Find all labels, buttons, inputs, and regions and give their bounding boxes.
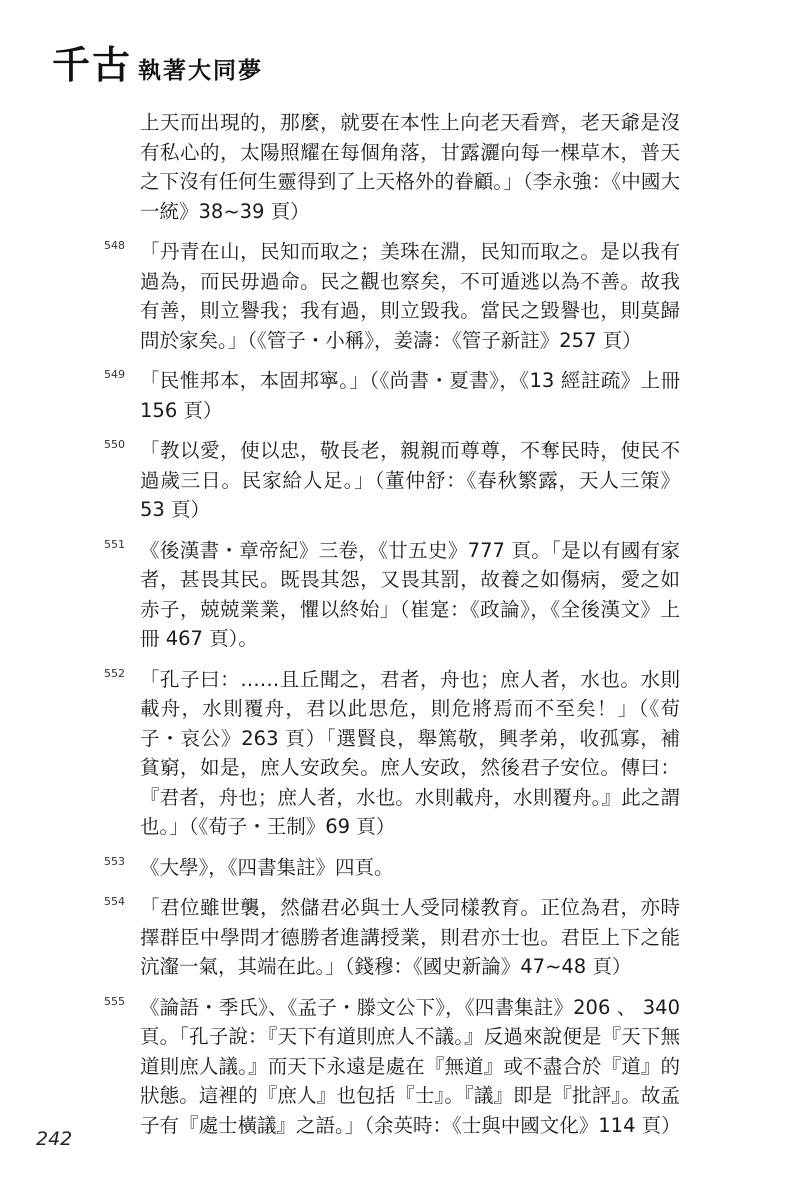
footnote-number: 554 xyxy=(104,895,125,908)
footnote xyxy=(104,993,681,1141)
footnote-continuation: 上天而出現的，那麼，就要在本性上向老天看齊，老天爺是沒有私心的，太陽照耀在每個角落，甘露灑向每一棵草木，普天之下沒有任何生靈得到了上天格外的眷顧。」（李永強：《中國大一統》38~39 頁） xyxy=(140,111,680,223)
footnote xyxy=(104,366,680,425)
footnote xyxy=(104,853,680,883)
book-title-sub: 執著大同夢 xyxy=(138,57,264,84)
footnote-number: 555 xyxy=(104,994,125,1008)
footnote-number: 551 xyxy=(104,537,125,551)
footnote-text: 「丹青在山，民知而取之；美珠在淵，民知而取之。是以我有過為，而民毋過命。民之觀也察矣，不可遁逃以為不善。故我有善，則立譽我；我有過，則立毀我。當民之毀譽也，則莫歸問於家矣。」（《管子・小稱》，姜濤：《管子新註》257 頁） xyxy=(140,240,680,352)
footnote xyxy=(104,436,680,525)
footnote xyxy=(104,893,680,982)
footnote-number: 553 xyxy=(104,854,125,868)
footnote-text: 《大學》，《四書集註》四頁。 xyxy=(140,855,394,879)
footnote-text: 「民惟邦本，本固邦寧。」（《尚書・夏書》，《13 經註疏》上冊 156 頁） xyxy=(140,369,680,422)
footnote-number: 552 xyxy=(104,666,125,680)
footnote-number: 550 xyxy=(104,438,125,451)
book-title-main: 千古 xyxy=(52,42,133,87)
footnote-text: 「孔子曰：……且丘聞之，君者，舟也；庶人者，水也。水則載舟，水則覆舟，君以此思危，則危將焉而不至矣！」（《荀子・哀公》263 頁）「選賢良，舉篤敬，興孝弟，收孤寡，補貧窮，如是，庶人安政矣。庶人安政，然後君子安位。傳曰：『君者，舟也；庶人者，水也。水則載舟，水則覆舟。』此之謂也。」（《荀子・王制》69 頁） xyxy=(140,667,680,838)
footnote-text: 「教以愛，使以忠，敬長老，親親而尊尊，不奪民時，使民不過歲三日。民家給人足。」（董仲舒：《春秋繁露，天人三策》53 頁） xyxy=(140,439,680,521)
page-number: 242 xyxy=(36,1128,73,1150)
footnote-text: 《論語・季氏》、《孟子・滕文公下》，《四書集註》206 、 340 頁。「孔子說：『天下有道則庶人不議。』反過來說便是『天下無道則庶人議。』而天下永遠是處在『無道』或不盡合於『道』的狀態。這裡的『庶人』也包括『士』。『議』即是『批評』。故孟子有『處士橫議』之語。」（余英時：《士與中國文化》114 頁） xyxy=(140,995,681,1137)
footnote xyxy=(104,536,680,654)
footnote-text: 《後漢書・章帝紀》三卷，《廿五史》777 頁。「是以有國有家者，甚畏其民。既畏其怨，又畏其罰，故養之如傷病，愛之如赤子，兢兢業業，懼以終始」（崔寔：《政論》，《全後漢文》上冊 467 頁）。 xyxy=(140,538,680,650)
footnote-number: 548 xyxy=(104,239,125,252)
footnote-text: 「君位雖世襲，然儲君必與士人受同樣教育。正位為君，亦時擇群臣中學問才德勝者進講授業，則君亦士也。君臣上下之能沆瀣一氣，其端在此。」（錢穆：《國史新論》47~48 頁） xyxy=(140,896,680,978)
running-header xyxy=(52,34,264,87)
footnote xyxy=(104,237,680,355)
footnote xyxy=(104,665,680,842)
footnotes-body xyxy=(104,108,681,1140)
footnote-number: 549 xyxy=(104,368,125,381)
